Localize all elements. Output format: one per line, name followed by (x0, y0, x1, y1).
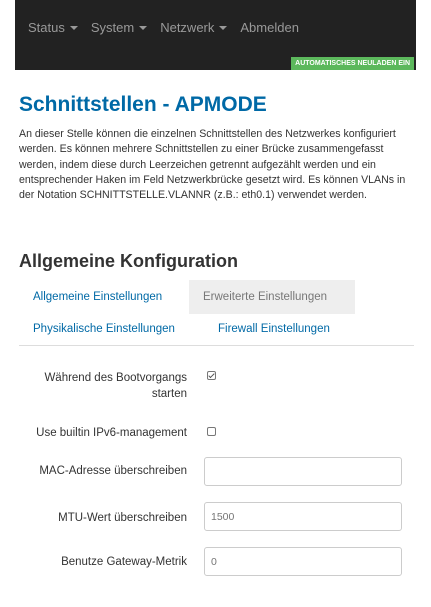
auto-refresh-badge[interactable]: AUTOMATISCHES NEULADEN EIN (291, 57, 414, 70)
tab-divider (19, 345, 414, 346)
nav-item-system[interactable] (91, 20, 147, 35)
nav-item-status[interactable] (28, 20, 78, 35)
mac-label: MAC-Adresse überschreiben (39, 465, 187, 477)
nav-menu (15, 20, 299, 35)
tab-bar-row-2 (19, 312, 344, 346)
gateway-metric-input[interactable] (204, 547, 402, 576)
ipv6-label: Use builtin IPv6-management (36, 427, 187, 439)
caret-down-icon (139, 26, 147, 30)
tab-bar-row-1 (19, 280, 355, 314)
gateway-metric-label: Benutze Gateway-Metrik (61, 556, 187, 568)
mtu-label: MTU-Wert überschreiben (58, 512, 187, 524)
caret-down-icon (70, 26, 78, 30)
nav-item-label: Netzwerk (160, 20, 215, 35)
nav-item-label: Status (28, 20, 65, 35)
mac-address-input[interactable] (204, 457, 402, 486)
mtu-input[interactable] (204, 502, 402, 531)
page-title: Schnittstellen - APMODE (19, 93, 267, 116)
tab-advanced-settings[interactable]: Erweiterte Einstellungen (189, 280, 355, 314)
ipv6-checkbox[interactable] (207, 427, 216, 436)
bootup-checkbox[interactable] (207, 371, 216, 380)
tab-firewall-settings[interactable]: Firewall Einstellungen (218, 323, 330, 335)
nav-item-label: Abmelden (240, 20, 299, 35)
bootup-label: Während des Bootvorgangs starten (44, 372, 187, 400)
nav-item-netzwerk[interactable] (160, 20, 227, 35)
page-description: An dieser Stelle können die einzelnen Schnittstellen des Netzwerkes konfiguriert werden. Es können mehrere Schnittstellen zu einer Brücke zusammengefasst werden, indem diese durch Leerzeichen getrennt aufgezählt werden und ein entsprechender Haken im Feld Netzwerkbrücke gesetzt wird. Es können VLANs in der Notation SCHNITTSTELLE.VLANNR (z.B.: eth0.1) verwendet werden. (19, 128, 406, 202)
nav-item-abmelden[interactable] (240, 20, 299, 35)
section-title: Allgemeine Konfiguration (19, 251, 239, 271)
nav-item-label: System (90, 20, 135, 35)
top-navbar (15, 0, 416, 70)
tab-general-settings[interactable]: Allgemeine Einstellungen (33, 291, 163, 303)
tab-physical-settings[interactable]: Physikalische Einstellungen (33, 323, 175, 335)
caret-down-icon (219, 26, 227, 30)
